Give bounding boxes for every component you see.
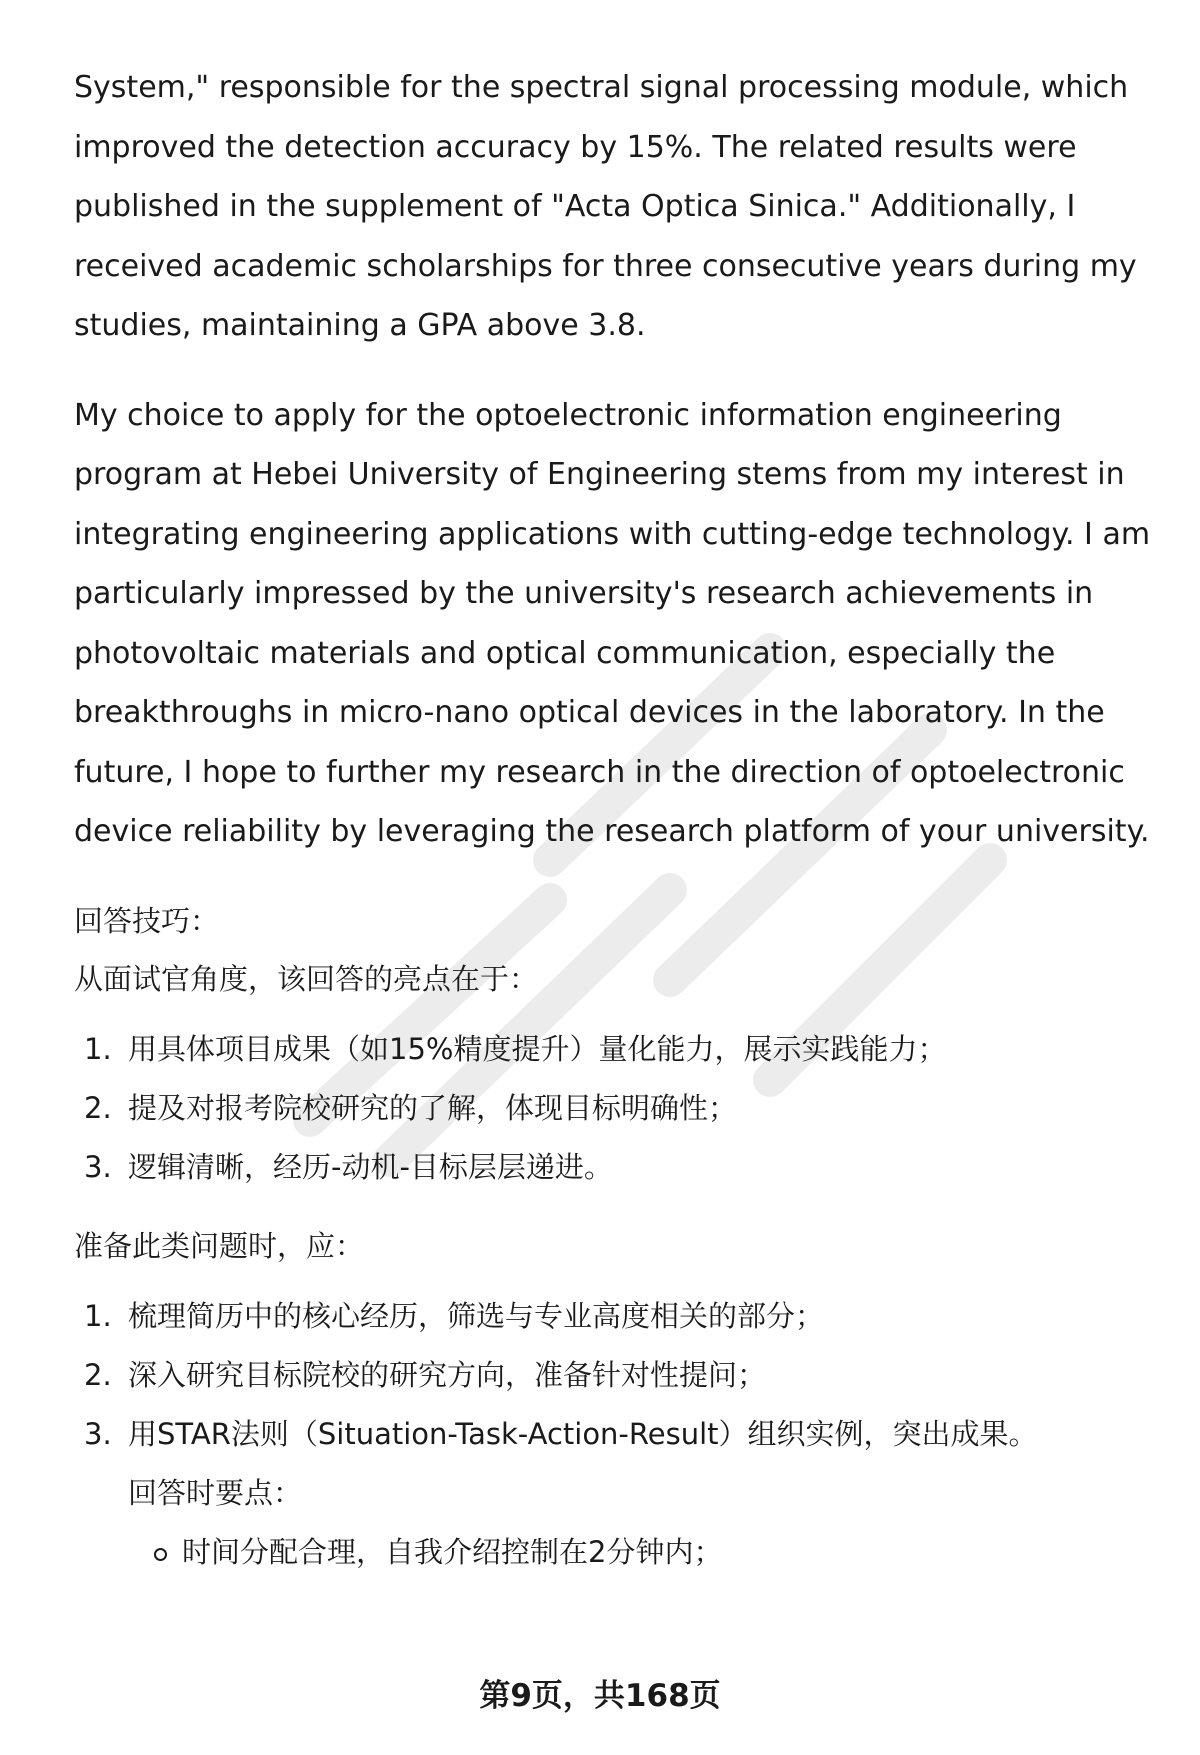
page-footer: 第9页，共168页 [479,1678,721,1714]
highlights-list [74,1020,1164,1197]
highlights-heading: 从面试官角度，该回答的亮点在于： [74,961,539,996]
list-item: 1. 用具体项目成果（如15%精度提升）量化能力，展示实践能力； [84,1031,947,1066]
answer-points-heading: 回答时要点： [128,1475,303,1510]
prep-list [74,1287,1164,1464]
paragraph-motivation: My choice to apply for the optoelectronic information engineering program at Hebei University of Engineering stems from my interest in integrating engineering applications with cutting-edge technology. I am particularly impressed by the university's research achievements in photovoltaic materials and optical communication, especially the breakthroughs in micro-nano optical devices in the laboratory. In the future, I hope to further my research in the direction of optoelectronic device reliability by leveraging the research platform of your university. [74,397,1151,849]
list-item: 1. 梳理简历中的核心经历，筛选与专业高度相关的部分； [84,1298,825,1333]
tips-heading: 回答技巧： [74,903,220,938]
answer-point-item: 时间分配合理，自我介绍控制在2分钟内； [74,1523,1164,1582]
document-page [74,58,1164,1582]
paragraph-experience: System," responsible for the spectral signal processing module, which improved the detection accuracy by 15%. The related results were published in the supplement of "Acta Optica Sinica." Additionally, I received academic scholarships for three consecutive years during my studies, maintaining a GPA above 3.8. [74,70,1137,343]
prep-heading: 准备此类问题时，应： [74,1228,365,1263]
list-item: 3. 逻辑清晰，经历-动机-目标层层递进。 [84,1149,613,1184]
list-item: 2. 深入研究目标院校的研究方向，准备针对性提问； [84,1357,767,1392]
bullet-circle-icon [154,1548,167,1561]
list-item: 3. 用STAR法则（Situation-Task-Action-Result）组织实例，突出成果。 [84,1416,1038,1451]
list-item: 2. 提及对报考院校研究的了解，体现目标明确性； [84,1090,738,1125]
